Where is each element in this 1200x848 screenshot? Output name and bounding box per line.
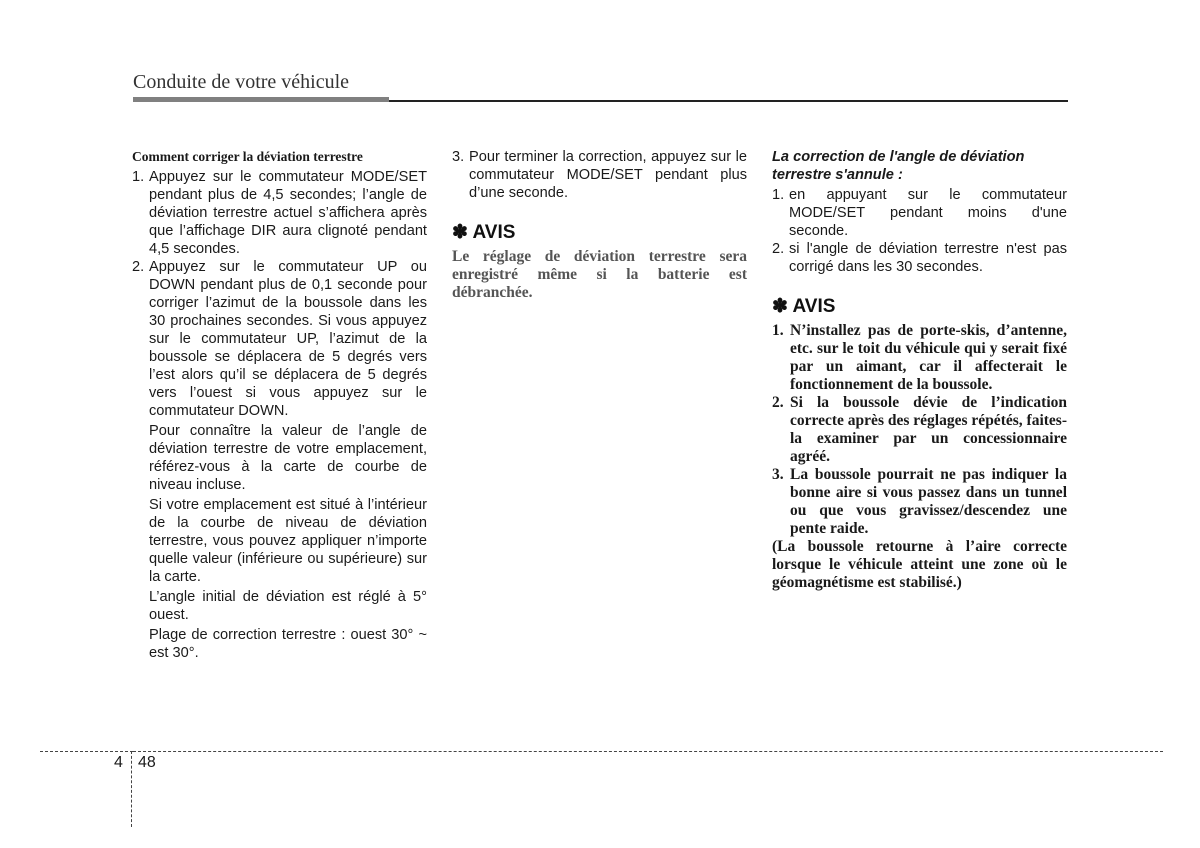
- avis-item-text: N’installez pas de porte-skis, d’antenne, etc. sur le toit du véhicule qui y serait fixé par un aimant, car il affecterait le fonctionnement de la boussole.: [790, 322, 1067, 393]
- section-heading: Comment corriger la déviation terrestre: [132, 149, 363, 164]
- list-item-number: 1.: [772, 187, 785, 203]
- list-item: [132, 258, 427, 420]
- page-header-title: Conduite de votre véhicule: [133, 71, 350, 93]
- page-number: 48: [138, 754, 156, 771]
- avis-list-item: [772, 322, 1067, 394]
- paragraph: Plage de correction terrestre : ouest 30° ~ est 30°.: [149, 627, 427, 661]
- header-rule-thick: [133, 97, 389, 102]
- section-heading: La correction de l'angle de déviation terrestre s'annule :: [772, 149, 1025, 183]
- list-item-number: 2.: [132, 259, 145, 275]
- list-item: [772, 240, 1067, 276]
- avis-text: Le réglage de déviation terrestre sera enregistré même si la batterie est débranchée.: [452, 248, 747, 301]
- list-item-number: 1.: [132, 169, 145, 185]
- list-item: [132, 168, 427, 258]
- footer-rule-left: [40, 751, 133, 752]
- list-item: [772, 186, 1067, 240]
- avis-list-item: [772, 466, 1067, 538]
- avis-item-text: Si la boussole dévie de l’indication correcte après des réglages répétés, faites-la examiner par un concessionnaire agréé.: [790, 394, 1067, 465]
- avis-list-item: [772, 394, 1067, 466]
- avis-item-number: 1.: [772, 322, 784, 339]
- avis-item-text: La boussole pourrait ne pas indiquer la bonne aire si vous passez dans un tunnel ou que vous gravissez/descendez une pente raide.: [790, 466, 1067, 537]
- column-middle: [452, 148, 747, 302]
- list-item-text: en appuyant sur le commutateur MODE/SET pendant moins d'une seconde.: [789, 187, 1067, 239]
- footer-rule: [133, 751, 1163, 752]
- chapter-number: 4: [114, 754, 123, 771]
- avis-list: [772, 322, 1067, 538]
- list-item-text: Pour terminer la correction, appuyez sur le commutateur MODE/SET pendant plus d’une seconde.: [469, 149, 747, 201]
- header-rule-thin: [389, 100, 1068, 102]
- avis-title: ✽ AVIS: [772, 296, 836, 317]
- paragraph: L’angle initial de déviation est réglé à 5° ouest.: [149, 589, 427, 623]
- paragraph: Pour connaître la valeur de l’angle de déviation terrestre de votre emplacement, référez-vous à la carte de courbe de niveau incluse.: [149, 423, 427, 493]
- avis-closing-note: (La boussole retourne à l’aire correcte lorsque le véhicule atteint une zone où le géomagnétisme est stabilisé.): [772, 538, 1067, 591]
- list-item-text: si l'angle de déviation terrestre n'est pas corrigé dans les 30 secondes.: [789, 241, 1067, 275]
- list-item-number: 2.: [772, 241, 785, 257]
- column-right: [772, 148, 1067, 592]
- column-left: [132, 148, 427, 662]
- avis-item-number: 2.: [772, 394, 784, 411]
- footer-divider: [131, 751, 132, 827]
- avis-title: ✽ AVIS: [452, 222, 516, 243]
- list-item-number: 3.: [452, 149, 465, 165]
- avis-item-number: 3.: [772, 466, 784, 483]
- paragraph: Si votre emplacement est situé à l’intérieur de la courbe de niveau de déviation terrestre, vous pouvez appliquer n’importe quelle valeur (inférieure ou supérieure) sur la carte.: [149, 497, 427, 585]
- list-item-text: Appuyez sur le commutateur UP ou DOWN pendant plus de 0,1 seconde pour corriger l’azimut de la boussole dans les 30 prochaines secondes. Si vous appuyez sur le commutateur UP, l’azimut de la boussole se déplacera de 5 degrés vers l’est alors qu’il se déplacera de 5 degrés vers l’ouest si vous appuyez sur le commutateur DOWN.: [149, 259, 427, 419]
- list-item-text: Appuyez sur le commutateur MODE/SET pendant plus de 4,5 secondes; l’angle de déviation terrestre actuel s’affichera après que l’affichage DIR aura clignoté pendant 4,5 secondes.: [149, 169, 427, 257]
- list-item: [452, 148, 747, 202]
